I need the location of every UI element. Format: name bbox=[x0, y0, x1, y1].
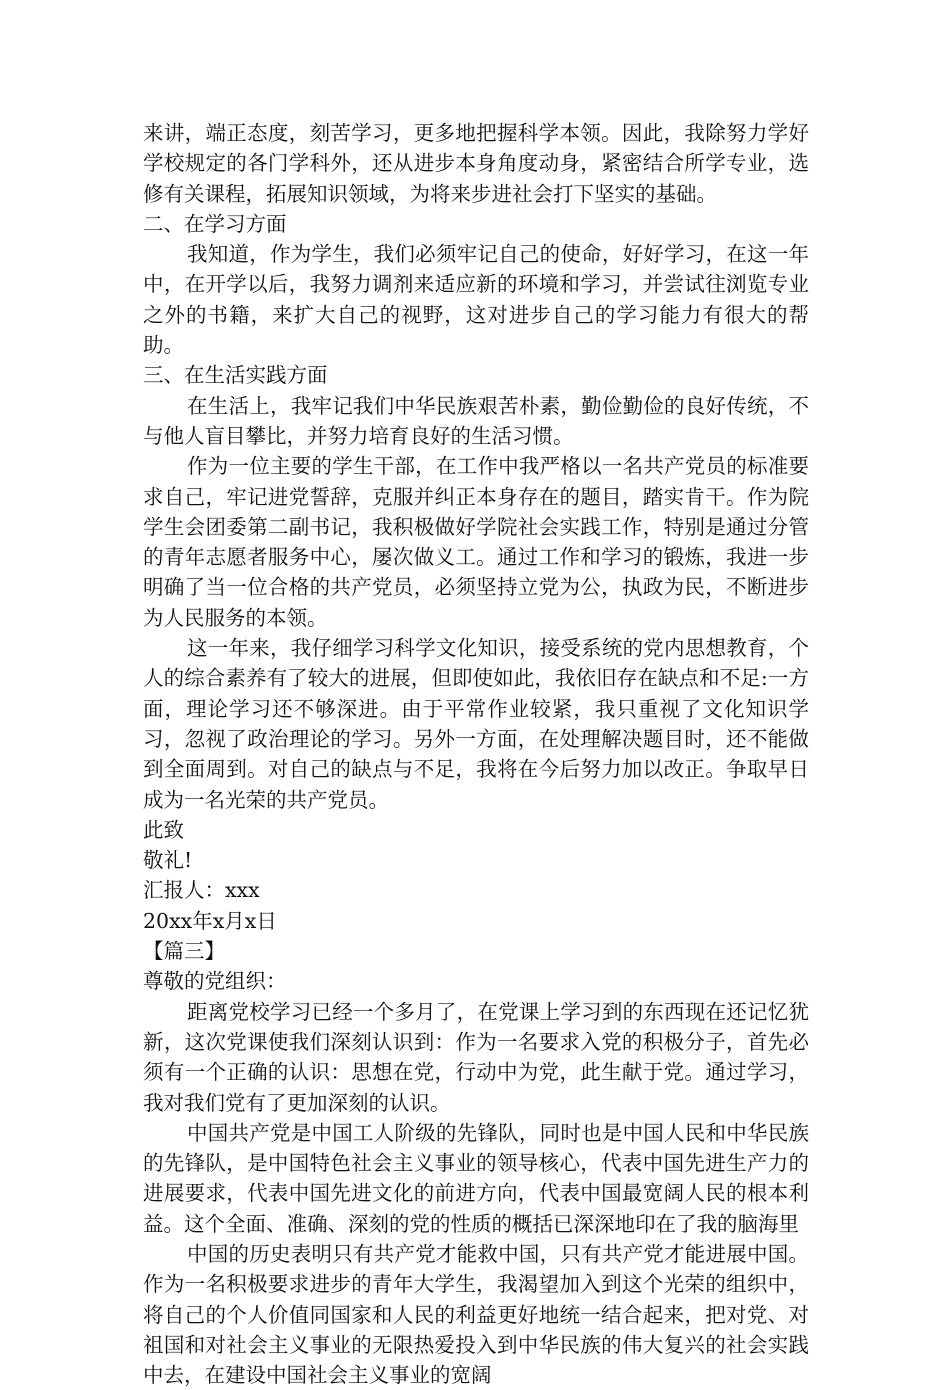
paragraph-party-nature: 中国共产党是中国工人阶级的先锋队，同时也是中国人民和中华民族的先锋队，是中国特色社会主义事业的领导核心，代表中国先进生产力的进展要求，代表中国先进文化的前进方向，代表中国最宽阔人民的根本利益。这个全面、准确、深刻的党的性质的概括已深深地印在了我的脑海里 bbox=[143, 1120, 809, 1236]
closing-regards: 敬礼! bbox=[143, 848, 193, 873]
paragraph-life: 在生活上，我牢记我们中华民族艰苦朴素，勤俭勤俭的良好传统，不与他人盲目攀比，并努力培育良好的生活习惯。 bbox=[143, 393, 809, 448]
section-marker: 【篇三】 bbox=[143, 939, 225, 964]
document-body bbox=[143, 118, 809, 1390]
section-heading-life: 三、在生活实践方面 bbox=[143, 363, 328, 388]
paragraph-party-school: 距离党校学习已经一个多月了，在党课上学习到的东西现在还记忆犹新，这次党课使我们深刻认识到：作为一名要求入党的积极分子，首先必须有一个正确的认识：思想在党，行动中为党，此生献于党。通过学习，我对我们党有了更加深刻的认识。 bbox=[143, 999, 809, 1115]
report-date: 20xx年x月x日 bbox=[143, 908, 277, 933]
section-heading-study: 二、在学习方面 bbox=[143, 211, 287, 236]
paragraph-cadre-work: 作为一位主要的学生干部，在工作中我严格以一名共产党员的标准要求自己，牢记进党誓辞，克服并纠正本身存在的题目，踏实肯干。作为院学生会团委第二副书记，我积极做好学院社会实践工作，特别是通过分管的青年志愿者服务中心，屡次做义工。通过工作和学习的锻炼，我进一步明确了当一位合格的共产党员，必须坚持立党为公，执政为民，不断进步为人民服务的本领。 bbox=[143, 454, 809, 630]
paragraph-history: 中国的历史表明只有共产党才能救中国，只有共产党才能进展中国。作为一名积极要求进步的青年大学生，我渴望加入到这个光荣的组织中，将自己的个人价值同国家和人民的利益更好地统一结合起来，把对党、对祖国和对社会主义事业的无限热爱投入到中华民族的伟大复兴的社会实践中去，在建设中国社会主义事业的宽阔 bbox=[143, 1241, 809, 1388]
paragraph-year-summary: 这一年来，我仔细学习科学文化知识，接受系统的党内思想教育，个人的综合素养有了较大的进展，但即使如此，我依旧存在缺点和不足:一方面，理论学习还不够深进。由于平常作业较紧，我只重视了文化知识学习，忽视了政治理论的学习。另外一方面，在处理解决题目时，还不能做到全面周到。对自己的缺点与不足，我将在今后努力加以改正。争取早日成为一名光荣的共产党员。 bbox=[143, 636, 809, 812]
paragraph-study: 我知道，作为学生，我们必须牢记自己的使命，好好学习，在这一年中，在开学以后，我努力调剂来适应新的环境和学习，并尝试往浏览专业之外的书籍，来扩大自己的视野，这对进步自己的学习能力有很大的帮助。 bbox=[143, 242, 809, 358]
paragraph-continuation: 来讲，端正态度，刻苦学习，更多地把握科学本领。因此，我除努力学好学校规定的各门学科外，还从进步本身角度动身，紧密结合所学专业，选修有关课程，拓展知识领域，为将来步进社会打下坚实的基础。 bbox=[143, 121, 809, 206]
letter-greeting: 尊敬的党组织： bbox=[143, 969, 287, 994]
reporter-signature: 汇报人：xxx bbox=[143, 878, 260, 903]
closing-salutation: 此致 bbox=[143, 817, 184, 842]
